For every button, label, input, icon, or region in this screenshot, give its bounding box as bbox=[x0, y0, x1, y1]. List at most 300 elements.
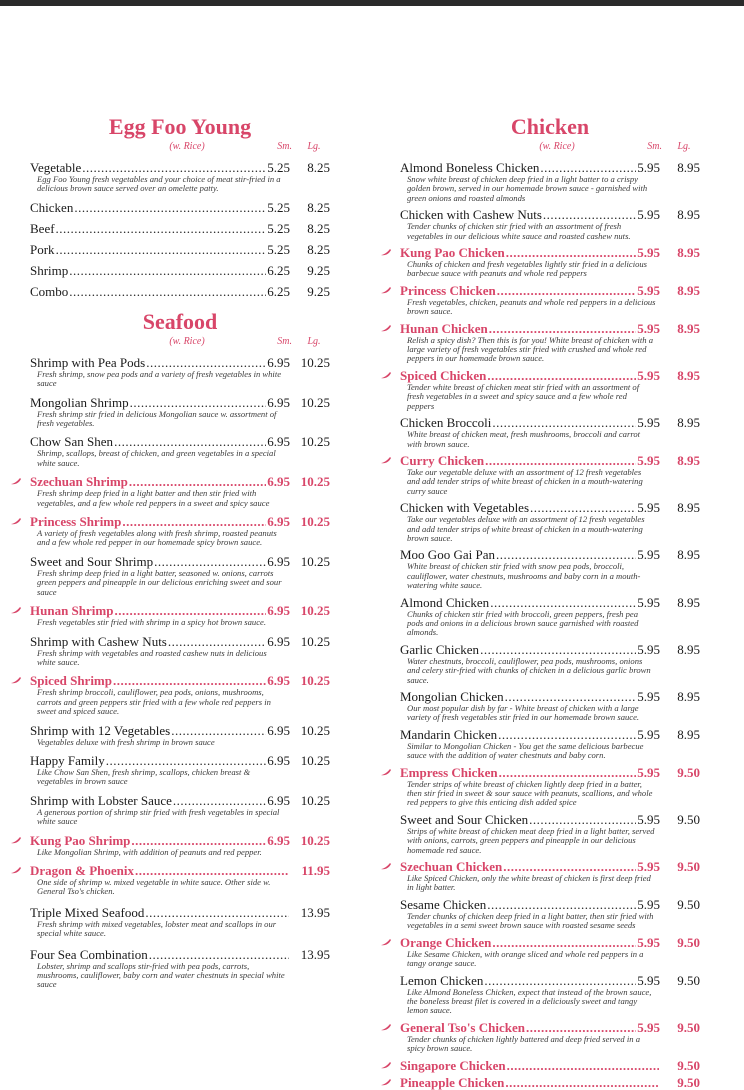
menu-item-row bbox=[400, 727, 700, 742]
menu-item-price-small: 5.95 bbox=[637, 594, 660, 610]
chili-pepper-icon bbox=[380, 768, 392, 776]
menu-item-price-large: 8.95 bbox=[677, 547, 700, 563]
dot-leader bbox=[498, 727, 636, 742]
menu-item-price-small: 5.95 bbox=[637, 367, 660, 383]
dot-leader bbox=[490, 595, 636, 610]
menu-item-price-small: 5.95 bbox=[637, 320, 660, 336]
seafood-list bbox=[30, 355, 330, 990]
menu-item-price-large: 10.25 bbox=[300, 792, 330, 808]
menu-item-description: Fresh vegetables, chicken, peanuts and whole red peppers in a delicious brown sauce. bbox=[407, 296, 656, 317]
menu-item-row bbox=[400, 765, 700, 780]
menu-item-price-small: 6.95 bbox=[267, 434, 290, 450]
chili-pepper-icon bbox=[380, 286, 392, 294]
dot-leader bbox=[503, 859, 636, 874]
menu-item bbox=[400, 897, 700, 931]
menu-item-price-small: 5.25 bbox=[267, 160, 290, 175]
menu-item bbox=[400, 547, 700, 590]
menu-item-name: Happy Family bbox=[30, 752, 105, 768]
menu-item-name: Lemon Chicken bbox=[400, 972, 484, 988]
menu-item-price-small: 5.95 bbox=[637, 764, 660, 780]
menu-item-description: White breast of chicken stir fried with snow pea pods, broccoli, cauliflower, water chestnuts, mushrooms and baby corn in a mouth-watering white sauce. bbox=[407, 561, 641, 591]
menu-item-price-large: 9.25 bbox=[307, 262, 330, 278]
menu-item-name: Almond Chicken bbox=[400, 594, 490, 610]
size-small-header: Sm. bbox=[647, 141, 662, 152]
menu-item-price-small: 5.95 bbox=[637, 245, 660, 261]
menu-item-row bbox=[400, 897, 700, 912]
menu-item-row bbox=[400, 689, 700, 704]
menu-item-name: Beef bbox=[30, 220, 55, 236]
menu-item-price-large: 8.25 bbox=[307, 160, 330, 175]
menu-item-row bbox=[400, 415, 700, 430]
menu-item bbox=[30, 634, 330, 668]
menu-item-row bbox=[30, 263, 330, 278]
menu-item bbox=[400, 283, 700, 317]
menu-item-description: Like Mongolian Shrimp, with addition of peanuts and red pepper. bbox=[37, 846, 262, 857]
dot-leader bbox=[129, 474, 266, 489]
menu-item-description: A generous portion of shrimp stir fried with fresh vegetables in special white sauce bbox=[37, 806, 280, 827]
dot-leader bbox=[507, 1058, 659, 1073]
menu-item-name: Garlic Chicken bbox=[400, 641, 480, 657]
dot-leader bbox=[496, 547, 636, 562]
menu-item-row bbox=[400, 1075, 700, 1090]
menu-item-row bbox=[30, 284, 330, 299]
menu-item-price-large: 10.25 bbox=[300, 633, 330, 649]
size-large-header: Lg. bbox=[677, 141, 691, 152]
menu-item bbox=[30, 355, 330, 389]
menu-item-price-large: 11.95 bbox=[301, 862, 330, 878]
chili-pepper-icon bbox=[10, 676, 22, 684]
chili-pepper-icon bbox=[10, 606, 22, 614]
section-title: Egg Foo Young bbox=[108, 114, 252, 139]
menu-item-row bbox=[400, 547, 700, 562]
menu-item-name: Vegetable bbox=[30, 160, 82, 175]
menu-item-price-small: 5.25 bbox=[267, 199, 290, 215]
section-header-seafood bbox=[30, 309, 330, 355]
dot-leader bbox=[113, 673, 266, 688]
menu-item-name: General Tso's Chicken bbox=[400, 1019, 525, 1035]
menu-item-price-large: 9.25 bbox=[307, 283, 330, 299]
menu-item-row bbox=[400, 453, 700, 468]
menu-item-description: A variety of fresh vegetables along with fresh shrimp, roasted peanuts and a few whole red pepper in our homemade spicy brown sauce. bbox=[37, 528, 277, 548]
dot-leader bbox=[149, 947, 289, 962]
menu-item bbox=[400, 1020, 700, 1054]
menu-item-name: Kung Pao Chicken bbox=[400, 245, 505, 261]
menu-item-price-large: 10.25 bbox=[300, 394, 330, 410]
menu-item-name: Mandarin Chicken bbox=[400, 726, 498, 742]
menu-item bbox=[30, 200, 330, 215]
dot-leader bbox=[480, 642, 636, 657]
section-header-egg-foo-young bbox=[30, 114, 330, 160]
menu-item-description: Similar to Mongolian Chicken - You get the same delicious barbecue sauce with the addition of water chestnuts and baby corn. bbox=[407, 740, 644, 761]
menu-item-row bbox=[30, 723, 330, 738]
dot-leader bbox=[492, 935, 636, 950]
menu-item-description: Tender chunks of chicken deep fried in a light batter, then stir fried with vegetables in a semi sweet brown sauce with roasted sesame seeds bbox=[407, 910, 654, 931]
size-small-header: Sm. bbox=[277, 141, 292, 152]
menu-item-description: Tender chunks of chicken lightly battered and deep fried served in a spicy brown sauce. bbox=[407, 1033, 641, 1054]
menu-item-price-large: 8.95 bbox=[677, 452, 700, 468]
menu-item-price-large: 9.50 bbox=[677, 764, 700, 780]
menu-item-description: Fresh vegetables stir fried with shrimp in a spicy hot brown sauce. bbox=[37, 617, 266, 628]
menu-item-name: Princess Shrimp bbox=[30, 514, 122, 530]
dot-leader bbox=[506, 245, 637, 260]
menu-item-price-large: 9.50 bbox=[677, 811, 700, 827]
menu-item-description: Take our vegetable deluxe with an assortment of 12 fresh vegetables and add tender strips of white breast of chicken in a mouth-watering curry sauce bbox=[407, 466, 643, 496]
menu-item-price-large: 8.95 bbox=[677, 207, 700, 223]
menu-item-price-large: 8.95 bbox=[677, 689, 700, 704]
menu-item-price-small: 5.95 bbox=[637, 500, 660, 516]
menu-item-description: Snow white breast of chicken deep fried in a light batter to a crispy golden brown, served in our homemade brown sauce - garnished with green onions and roasted almonds bbox=[407, 174, 648, 203]
menu-item-price-small: 5.25 bbox=[267, 241, 290, 257]
egg-foo-young-list bbox=[30, 160, 330, 299]
menu-item-name: Combo bbox=[30, 283, 69, 299]
dot-leader bbox=[484, 973, 636, 988]
dot-leader bbox=[106, 753, 267, 768]
menu-item-price-small: 5.95 bbox=[637, 207, 660, 223]
menu-item bbox=[400, 859, 700, 893]
menu-item-price-small: 6.25 bbox=[267, 283, 290, 299]
dot-leader bbox=[505, 1075, 659, 1090]
chili-pepper-icon bbox=[380, 371, 392, 379]
dot-leader bbox=[114, 603, 266, 618]
menu-item-row bbox=[30, 673, 330, 688]
menu-item-price-large: 10.25 bbox=[300, 354, 330, 370]
menu-item-row bbox=[400, 1058, 700, 1073]
menu-item-name: Hunan Shrimp bbox=[30, 603, 114, 619]
menu-item-price-large: 8.95 bbox=[677, 500, 700, 516]
menu-item-row bbox=[30, 434, 330, 449]
menu-item bbox=[30, 947, 330, 990]
menu-item-price-small: 6.95 bbox=[267, 474, 290, 490]
menu-item-row bbox=[400, 245, 700, 260]
menu-item-name: Mongolian Shrimp bbox=[30, 394, 129, 410]
menu-item-row bbox=[30, 753, 330, 768]
menu-item-name: Orange Chicken bbox=[400, 934, 492, 950]
menu-item-price-large: 10.25 bbox=[300, 434, 330, 450]
menu-item-row bbox=[30, 603, 330, 618]
menu-item-name: Shrimp with Pea Pods bbox=[30, 354, 146, 370]
menu-item-price-large: 8.95 bbox=[677, 415, 700, 431]
dot-leader bbox=[146, 355, 266, 370]
menu-item-name: Szechuan Chicken bbox=[400, 859, 503, 875]
menu-item-description: Lobster, shrimp and scallops stir-fried with pea pods, carrots, mushrooms, cauliflower, baby corn and water chestnuts in special white sauce bbox=[37, 960, 285, 990]
menu-item bbox=[30, 753, 330, 787]
menu-item-name: Almond Boneless Chicken bbox=[400, 160, 540, 175]
menu-item-description: Like Chow San Shen, fresh shrimp, scallops, chicken breast & vegetables in brown sauce bbox=[37, 766, 251, 787]
menu-item-description: Chunks of chicken stir fried with broccoli, green peppers, fresh pea pods and onions in a delicious brown sauce garnished with roasted almonds. bbox=[407, 608, 639, 638]
left-column bbox=[30, 114, 330, 990]
menu-item-description: Water chestnuts, broccoli, cauliflower, pea pods, mushrooms, onions and celery stir-fried with chunks of chicken in a delicious garlic brown sauce. bbox=[407, 655, 651, 685]
menu-item-price-large: 10.25 bbox=[300, 514, 330, 530]
menu-item-price-large: 8.95 bbox=[677, 245, 700, 261]
chili-pepper-icon bbox=[380, 1078, 392, 1086]
menu-item-price-large: 10.25 bbox=[300, 603, 330, 619]
menu-item bbox=[30, 833, 330, 857]
menu-item bbox=[30, 221, 330, 236]
chili-pepper-icon bbox=[380, 324, 392, 332]
menu-item-description: Strips of white breast of chicken meat deep fried in a light batter, served with onions, carrots, green peppers and pineapple in our delicious homemade red sauce. bbox=[407, 825, 655, 855]
menu-item-price-small: 5.95 bbox=[637, 160, 660, 175]
menu-item-description: Fresh shrimp deep fried in a light batter, seasoned w. onions, carrots green peppers and pineapple in our delicious enriching sweet and sour sauce bbox=[37, 567, 282, 597]
menu-item-price-small: 6.95 bbox=[267, 553, 290, 569]
menu-item-row bbox=[400, 283, 700, 298]
menu-item-description: Fresh shrimp stir fried in delicious Mongolian sauce w. assortment of fresh vegetables. bbox=[37, 408, 277, 429]
menu-item-price-small: 6.25 bbox=[267, 262, 290, 278]
menu-item-name: Shrimp bbox=[30, 262, 69, 278]
menu-item-description: Like Spiced Chicken, only the white breast of chicken is first deep fried in light batter. bbox=[407, 873, 651, 893]
menu-item-price-small: 5.25 bbox=[267, 220, 290, 236]
menu-item-row bbox=[30, 242, 330, 257]
menu-item bbox=[400, 812, 700, 855]
menu-item-row bbox=[30, 514, 330, 529]
chicken-list bbox=[400, 160, 700, 1090]
menu-item-name: Four Sea Combination bbox=[30, 946, 148, 962]
section-title: Chicken bbox=[510, 114, 590, 139]
menu-item bbox=[400, 245, 700, 279]
menu-item bbox=[30, 793, 330, 827]
dot-leader bbox=[135, 863, 289, 878]
dot-leader bbox=[485, 453, 636, 468]
chili-pepper-icon bbox=[380, 1061, 392, 1069]
menu-item-row bbox=[30, 221, 330, 236]
menu-item-description: Relish a spicy dish? Then this is for you! White breast of chicken with a large variety of fresh vegetables stir fried with crushed and whole red peppers in our homemade brown sauce. bbox=[407, 334, 654, 364]
menu-item-description: Our most popular dish by far - White breast of chicken with a large variety of fresh vegetables stir fried in our homemade brown sauce. bbox=[407, 703, 640, 723]
dot-leader bbox=[487, 897, 636, 912]
section-title: Seafood bbox=[142, 308, 218, 334]
menu-item-row bbox=[30, 474, 330, 489]
menu-item-price-small: 5.95 bbox=[637, 934, 660, 950]
chili-pepper-icon bbox=[10, 517, 22, 525]
menu-item-name: Princess Chicken bbox=[400, 282, 496, 298]
menu-item-row bbox=[30, 160, 330, 175]
menu-item-description: One side of shrimp w. mixed vegetable in white sauce. Other side w. General Tso's chicken. bbox=[37, 876, 271, 897]
chili-pepper-icon bbox=[380, 862, 392, 870]
menu-item-name: Sweet and Sour Chicken bbox=[400, 811, 529, 827]
menu-item-name: Empress Chicken bbox=[400, 764, 498, 780]
menu-item-description: Like Almond Boneless Chicken, expect that instead of the brown sauce, the boneless breast filet is covered in a deliciously sweet and tangy lemon sauce. bbox=[407, 986, 652, 1016]
menu-item-description: Take our vegetables deluxe with an assortment of 12 fresh vegetables and add tender strips of white breast of chicken in a mouth-watering brown sauce. bbox=[407, 514, 645, 543]
dot-leader bbox=[130, 395, 267, 410]
menu-item bbox=[400, 1075, 700, 1090]
menu-item-row bbox=[30, 200, 330, 215]
menu-item bbox=[400, 453, 700, 496]
menu-item-row bbox=[400, 160, 700, 175]
menu-item-price-small: 6.95 bbox=[267, 354, 290, 370]
menu-item bbox=[30, 673, 330, 716]
dot-leader bbox=[154, 554, 266, 569]
menu-item bbox=[400, 595, 700, 638]
dot-leader bbox=[114, 434, 266, 449]
menu-item-name: Mongolian Chicken bbox=[400, 689, 504, 704]
menu-item bbox=[400, 207, 700, 241]
menu-item-price-small: 5.95 bbox=[637, 726, 660, 742]
menu-item bbox=[400, 727, 700, 761]
menu-item bbox=[400, 689, 700, 723]
menu-item bbox=[30, 160, 330, 194]
menu-item bbox=[30, 263, 330, 278]
chili-pepper-icon bbox=[380, 938, 392, 946]
dot-leader bbox=[74, 200, 266, 215]
menu-item bbox=[400, 1058, 700, 1073]
menu-item bbox=[400, 415, 700, 449]
menu-item-price-large: 9.50 bbox=[677, 1074, 700, 1090]
menu-item-price-large: 9.50 bbox=[677, 972, 700, 988]
menu-item bbox=[30, 554, 330, 597]
menu-item-description: Fresh shrimp with vegetables and roasted cashew nuts in delicious white sauce. bbox=[37, 647, 267, 667]
menu-item-price-small: 5.95 bbox=[637, 641, 660, 657]
menu-item bbox=[30, 242, 330, 257]
menu-item-description: Egg Foo Young fresh vegetables and your choice of meat stir-fried in a delicious brown sauce served over an omelette patty. bbox=[37, 174, 281, 194]
menu-item-row bbox=[400, 859, 700, 874]
menu-item-name: Sesame Chicken bbox=[400, 896, 487, 912]
menu-item-name: Chicken with Vegetables bbox=[400, 500, 530, 516]
dot-leader bbox=[56, 242, 267, 257]
menu-item-row bbox=[400, 207, 700, 222]
section-subtitle: (w. Rice) bbox=[169, 141, 205, 152]
menu-item-price-large: 8.95 bbox=[677, 367, 700, 383]
menu-item-price-small: 6.95 bbox=[267, 514, 290, 530]
menu-item-description: Fresh shrimp with mixed vegetables, lobster meat and scallops in our special white sauce. bbox=[37, 918, 277, 939]
dot-leader bbox=[489, 321, 636, 336]
menu-item bbox=[30, 284, 330, 299]
dot-leader bbox=[529, 812, 636, 827]
section-header-chicken bbox=[400, 114, 700, 160]
menu-item bbox=[400, 935, 700, 969]
menu-item-description: Vegetables deluxe with fresh shrimp in brown sauce bbox=[37, 736, 215, 747]
menu-item-description: White breast of chicken meat, fresh mushrooms, broccoli and carrot with brown sauce. bbox=[407, 429, 641, 449]
dot-leader bbox=[530, 500, 636, 515]
dot-leader bbox=[168, 634, 266, 649]
menu-item-name: Spiced Shrimp bbox=[30, 673, 112, 689]
menu-item-price-large: 9.50 bbox=[677, 859, 700, 875]
menu-item-row bbox=[30, 355, 330, 370]
menu-item-price-large: 8.95 bbox=[677, 320, 700, 336]
dot-leader bbox=[173, 793, 266, 808]
menu-item-price-large: 10.25 bbox=[300, 673, 330, 689]
menu-item-price-large: 13.95 bbox=[300, 946, 330, 962]
menu-item bbox=[400, 500, 700, 543]
menu-item bbox=[30, 863, 330, 897]
menu-item-price-small: 6.95 bbox=[267, 752, 290, 768]
menu-item-description: Fresh shrimp deep fried in a light batter and then stir fried with vegetables, and a few whole red peppers in a sweet and spicy sauce bbox=[37, 488, 270, 508]
menu-item-name: Pineapple Chicken bbox=[400, 1074, 505, 1090]
menu-item-description: Shrimp, scallops, breast of chicken, and green vegetables in a special white sauce. bbox=[37, 448, 276, 468]
menu-item-row bbox=[400, 1020, 700, 1035]
menu-item-price-small: 5.95 bbox=[637, 896, 660, 912]
menu-item-name: Triple Mixed Seafood bbox=[30, 904, 145, 920]
top-border bbox=[0, 0, 744, 6]
section-subtitle: (w. Rice) bbox=[169, 335, 205, 347]
menu-item-row bbox=[400, 935, 700, 950]
dot-leader bbox=[145, 905, 289, 920]
dot-leader bbox=[171, 723, 266, 738]
menu-item-price-large: 8.25 bbox=[307, 199, 330, 215]
menu-item-price-small: 5.95 bbox=[637, 282, 660, 298]
menu-item-price-large: 10.25 bbox=[300, 832, 330, 848]
menu-item-price-small: 5.95 bbox=[637, 547, 660, 563]
menu-item-price-large: 9.50 bbox=[677, 1057, 700, 1073]
menu-item-price-large: 13.95 bbox=[300, 904, 330, 920]
menu-item-price-large: 8.95 bbox=[677, 282, 700, 298]
dot-leader bbox=[540, 160, 636, 175]
menu-item-row bbox=[400, 321, 700, 336]
menu-item-name: Sweet and Sour Shrimp bbox=[30, 553, 154, 569]
menu-item-description: Fresh shrimp broccoli, cauliflower, pea pods, onions, mushrooms, carrots and green peppers stir fried with a few whole red peppers in sweet and spiced sauce. bbox=[37, 687, 271, 717]
menu-item-name: Chicken with Cashew Nuts bbox=[400, 207, 542, 223]
menu-item-row bbox=[30, 833, 330, 848]
dot-leader bbox=[131, 833, 266, 848]
chili-pepper-icon bbox=[10, 477, 22, 485]
menu-item-row bbox=[30, 905, 330, 920]
menu-item-row bbox=[30, 863, 330, 878]
menu-item-price-large: 9.50 bbox=[677, 1019, 700, 1035]
menu-item-price-large: 8.95 bbox=[677, 641, 700, 657]
menu-item-price-small: 6.95 bbox=[267, 673, 290, 689]
menu-item-name: Szechuan Shrimp bbox=[30, 474, 128, 490]
menu-item-description: Tender strips of white breast of chicken lightly deep fried in a batter, then stir fried in sweet & sour sauce with peanuts, scallions, and whole red peppers to give this enticing dish added spice bbox=[407, 778, 653, 808]
menu-item-price-small: 5.95 bbox=[637, 452, 660, 468]
menu-item-description: Chunks of chicken and fresh vegetables lightly stir fried in a delicious barbecue sauce with peanuts and whole red peppers bbox=[407, 259, 648, 279]
menu-item-price-small: 6.95 bbox=[267, 633, 290, 649]
menu-item-price-large: 10.25 bbox=[300, 752, 330, 768]
menu-item bbox=[30, 395, 330, 429]
menu-item-row bbox=[30, 947, 330, 962]
menu-item-price-small: 5.95 bbox=[637, 972, 660, 988]
menu-item bbox=[400, 765, 700, 808]
section-subtitle: (w. Rice) bbox=[539, 141, 575, 152]
menu-item-price-small: 5.95 bbox=[637, 859, 660, 875]
menu-item-price-small: 5.95 bbox=[637, 1019, 660, 1035]
menu-item-price-small: 6.95 bbox=[267, 394, 290, 410]
menu-item-row bbox=[30, 793, 330, 808]
menu-item-price-large: 8.25 bbox=[307, 220, 330, 236]
dot-leader bbox=[487, 368, 636, 383]
menu-item-price-large: 8.95 bbox=[677, 594, 700, 610]
menu-item-name: Singapore Chicken bbox=[400, 1057, 506, 1073]
dot-leader bbox=[499, 765, 637, 780]
size-large-header: Lg. bbox=[307, 335, 321, 347]
menu-item bbox=[30, 905, 330, 939]
menu-item-price-large: 9.50 bbox=[677, 896, 700, 912]
menu-item-price-large: 9.50 bbox=[677, 934, 700, 950]
menu-item bbox=[400, 973, 700, 1016]
menu-item-row bbox=[30, 634, 330, 649]
menu-item-name: Dragon & Phoenix bbox=[30, 862, 134, 878]
menu-item bbox=[30, 603, 330, 627]
menu-item-row bbox=[400, 368, 700, 383]
dot-leader bbox=[82, 160, 266, 175]
menu-item-row bbox=[30, 395, 330, 410]
menu-item-price-small: 6.95 bbox=[267, 832, 290, 848]
menu-item-description: Like Sesame Chicken, with orange sliced and whole red peppers in a tangy orange sauce. bbox=[407, 948, 644, 969]
menu-item-price-small: 5.95 bbox=[637, 811, 660, 827]
menu-item-name: Shrimp with Cashew Nuts bbox=[30, 633, 167, 649]
dot-leader bbox=[543, 207, 636, 222]
menu-item bbox=[30, 723, 330, 747]
menu-item bbox=[30, 474, 330, 508]
menu-item bbox=[400, 160, 700, 203]
menu-item-name: Spiced Chicken bbox=[400, 367, 487, 383]
menu-item-row bbox=[400, 812, 700, 827]
dot-leader bbox=[69, 284, 266, 299]
menu-item-name: Shrimp with Lobster Sauce bbox=[30, 792, 172, 808]
dot-leader bbox=[122, 514, 266, 529]
menu-item-row bbox=[400, 595, 700, 610]
menu-item-name: Shrimp with 12 Vegetables bbox=[30, 722, 171, 738]
chili-pepper-icon bbox=[380, 456, 392, 464]
menu-item-name: Chicken bbox=[30, 199, 74, 215]
menu-item-description: Tender white breast of chicken meat stir fried with an assortment of fresh vegetables in a sweet and spicy sauce and a few whole red peppers bbox=[407, 381, 640, 411]
menu-item-name: Chicken Broccoli bbox=[400, 415, 492, 431]
